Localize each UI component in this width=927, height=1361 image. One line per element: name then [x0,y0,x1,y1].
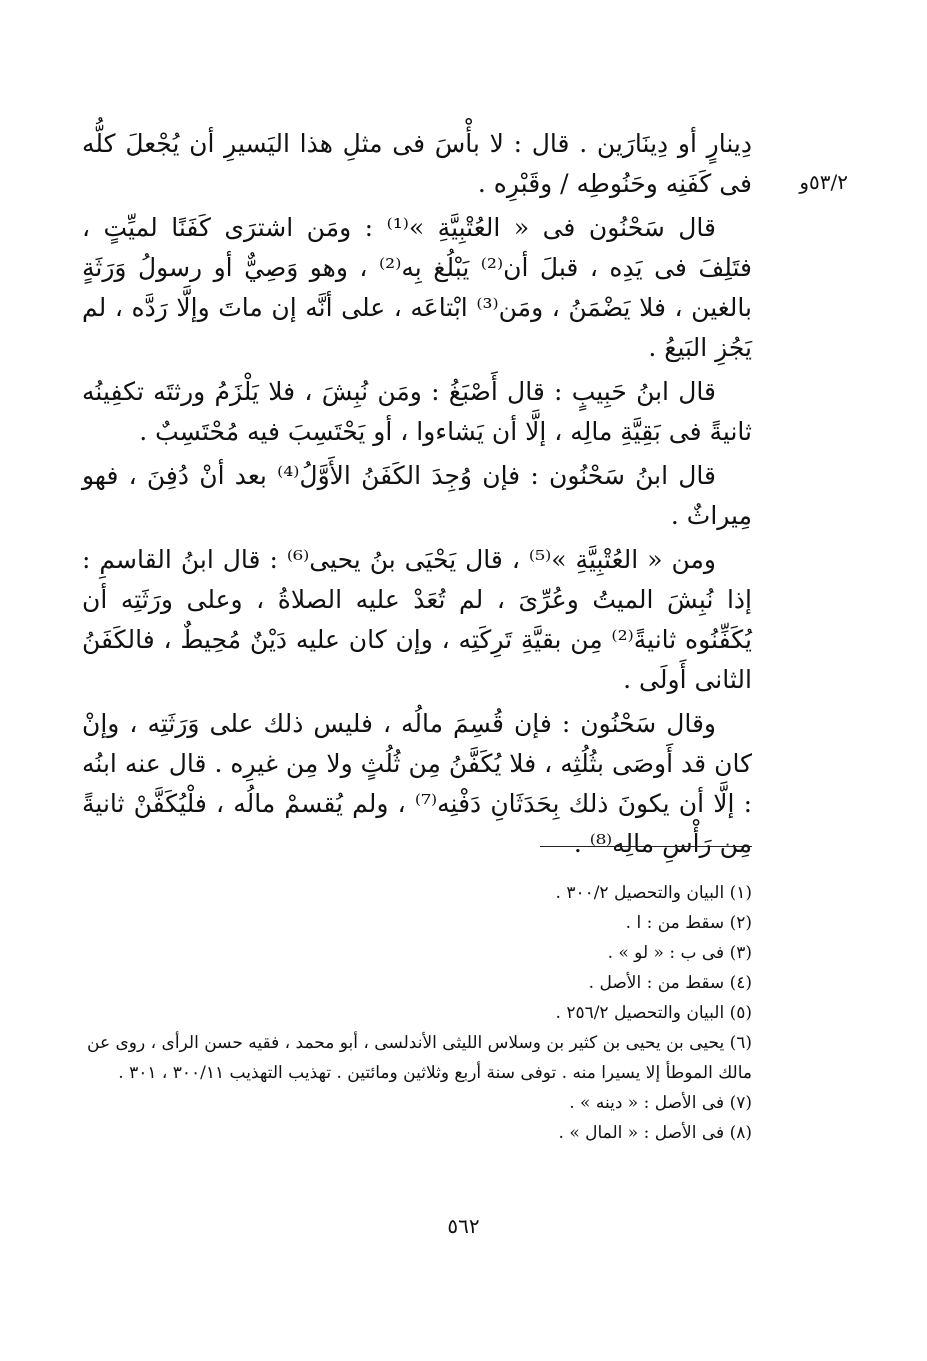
footnote: (١) البيان والتحصيل ٣٠٠/٢ . [555,883,752,903]
margin-folio-note: ٥٣/٢و [799,170,848,194]
footnote: (٧) فى الأصل : « دينه » . [569,1093,752,1113]
paragraph: قال ابنُ سَحْنُون : فإن وُجِدَ الكَفَنُ الأَوَّلُ⁽⁴⁾ بعد أنْ دُفِنَ ، فهو مِيراثٌ . [82,461,752,530]
footnote: (٤) سقط من : الأصل . [588,973,752,993]
page-number: ٥٦٢ [447,1214,480,1238]
paragraph: قال سَحْنُون فى « العُتْبِيَّةِ »⁽¹⁾ : ومَن اشترَى كَفَنًا لميِّتٍ ، فتَلِفَ فى يَدِه ، قبلَ أن⁽²⁾ يَبْلُغ بِه⁽²⁾ ، وهو وَصِيٌّ أو رسولُ وَرَثَةٍ بالغين ، فلا يَضْمَنُ ، ومَن⁽³⁾ ابْتاعَه ، على أنَّه إن ماتَ وإلَّا رَدَّه ، لم يَجُزِ البَيعُ . [82,213,753,362]
paragraph: وقال سَحْنُون : فإن قُسِمَ مالُه ، فليس ذلك على وَرَثَتِه ، وإنْ كان قد أَوصَى بثُلُثِه ، فلا يُكَفَّنُ مِن ثُلُثٍ ولا مِن غيرِه . قال عنه ابنُه : إلَّا أن يكونَ ذلك بِحَدَثَانِ دَفْنِه⁽⁷⁾ ، ولم يُقسمْ مالُه ، فلْيُكَفَّنْ ثانيةً مِن رَأْسِ مالِه⁽⁸⁾ . [82,709,753,858]
footnote: (٣) فى ب : « لو » . [607,943,752,963]
paragraph: دِينارٍ أو دِينَارَين . قال : لا بأْسَ فى مثلِ هذا اليَسيرِ أن يُجْعلَ كلُّه فى كَفَنِه وحَنُوطِه / وقَبْرِه . [82,129,752,198]
footnote: (٢) سقط من : ا . [625,913,752,933]
main-text [82,124,752,868]
footnote: (٨) فى الأصل : « المال » . [558,1123,752,1143]
footnote: (٦) يحيى بن يحيى بن كثير بن وسلاس الليثى الأندلسى ، أبو محمد ، فقيه حسن الرأى ، روى عن مالك الموطأ إلا يسيرا منه . توفى سنة أربع وثلاثين ومائتين . تهذيب التهذيب ٣٠٠/١١ ، ٣٠١ . [87,1033,752,1083]
footnote-separator [540,846,752,847]
footnotes [82,878,752,1148]
paragraph: قال ابنُ حَبِيبٍ : قال أَصْبَغُ : ومَن نُبِشَ ، فلا يَلْزَمُ ورثتَه تكفِينُه ثانيةً فى بَقِيَّةِ مالِه ، إلَّا أن يَشاءوا ، أو يَحْتَسِبَ فيه مُحْتَسِبٌ . [82,377,752,446]
footnote: (٥) البيان والتحصيل ٢٥٦/٢ . [555,1003,752,1023]
paragraph: ومن « العُتْبِيَّةِ »⁽⁵⁾ ، قال يَحْيَى بنُ يحيى⁽⁶⁾ : قال ابنُ القاسمِ : إذا نُبِشَ الميتُ وعُرِّىَ ، لم تُعَدْ عليه الصلاةُ ، وعلى ورَثَتِه أن يُكَفِّنُوه ثانيةً⁽²⁾ مِن بقيَّةِ تَرِكَتِه ، وإن كان عليه دَيْنٌ مُحِيطٌ ، فالكَفَنُ الثانى أَولَى . [82,545,752,694]
